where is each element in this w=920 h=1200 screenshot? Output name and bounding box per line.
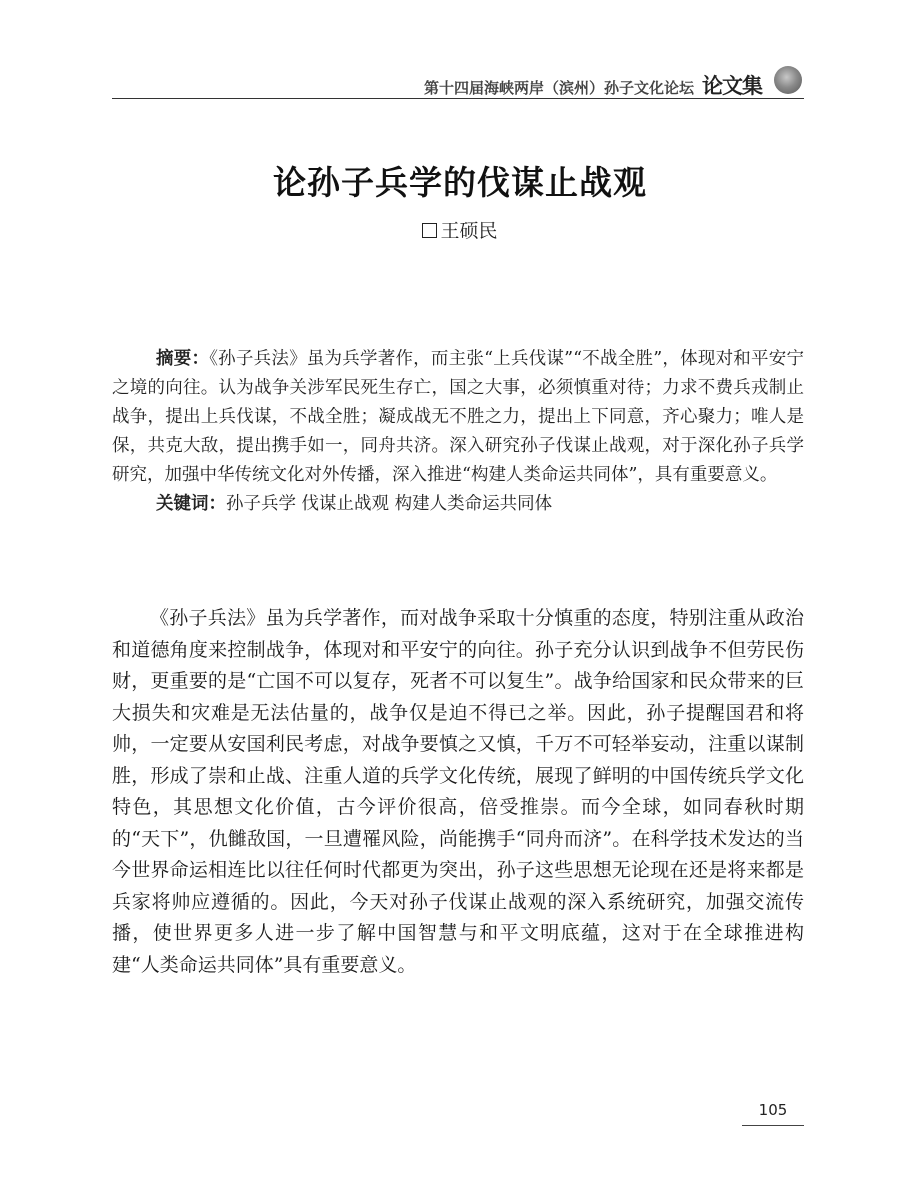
- running-header: [112, 62, 804, 99]
- author-name: 王硕民: [440, 220, 498, 242]
- body-paragraph: 《孙子兵法》虽为兵学著作，而对战争采取十分慎重的态度，特别注重从政治和道德角度来控制战争，体现对和平安宁的向往。孙子充分认识到战争不但劳民伤财，更重要的是“亡国不可以复存，死者不可以复生”。战争给国家和民众带来的巨大损失和灾难是无法估量的，战争仅是迫不得已之举。因此，孙子提醒国君和将帅，一定要从安国利民考虑，对战争要慎之又慎，千万不可轻举妄动，注重以谋制胜，形成了崇和止战、注重人道的兵学文化传统，展现了鲜明的中国传统兵学文化特色，其思想文化价值，古今评价很高，倍受推崇。而今全球，如同春秋时期的“天下”，仇雠敌国，一旦遭罹风险，尚能携手“同舟而济”。在科学技术发达的当今世界命运相连比以往任何时代都更为突出，孙子这些思想无论现在还是将来都是兵家将帅应遵循的。因此，今天对孙子伐谋止战观的深入系统研究，加强交流传播，使世界更多人进一步了解中国智慧与和平文明底蕴，这对于在全球推进构建“人类命运共同体”具有重要意义。: [112, 607, 804, 976]
- abstract-paragraph: [112, 345, 804, 490]
- header-text: [424, 70, 762, 100]
- abstract-block: [112, 345, 804, 519]
- keywords-paragraph: [112, 490, 804, 519]
- author-line: [0, 216, 920, 243]
- keywords-label: 关键词：: [156, 494, 226, 514]
- square-bullet-icon: [422, 223, 437, 238]
- abstract-label: 摘要：: [156, 349, 210, 369]
- body-text: [112, 603, 804, 981]
- article-title: 论孙子兵学的伐谋止战观: [273, 163, 647, 202]
- header-journal: 第十四届海峡两岸（滨州）孙子文化论坛: [423, 79, 694, 97]
- keywords-text: 孙子兵学 伐谋止战观 构建人类命运共同体: [226, 494, 553, 514]
- page-number: 105: [742, 1101, 804, 1126]
- abstract-text: 《孙子兵法》虽为兵学著作，而主张“上兵伐谋”“不战全胜”，体现对和平安宁之境的向往。认为战争关涉军民死生存亡，国之大事，必须慎重对待；力求不费兵戎制止战争，提出上兵伐谋，不战全胜；凝成战无不胜之力，提出上下同意，齐心聚力；唯人是保，共克大敌，提出携手如一，同舟共济。深入研究孙子伐谋止战观，对于深化孙子兵学研究，加强中华传统文化对外传播，深入推进“构建人类命运共同体”，具有重要意义。: [112, 349, 804, 485]
- header-section: 论文集: [702, 74, 762, 98]
- seal-logo-icon: [774, 66, 802, 94]
